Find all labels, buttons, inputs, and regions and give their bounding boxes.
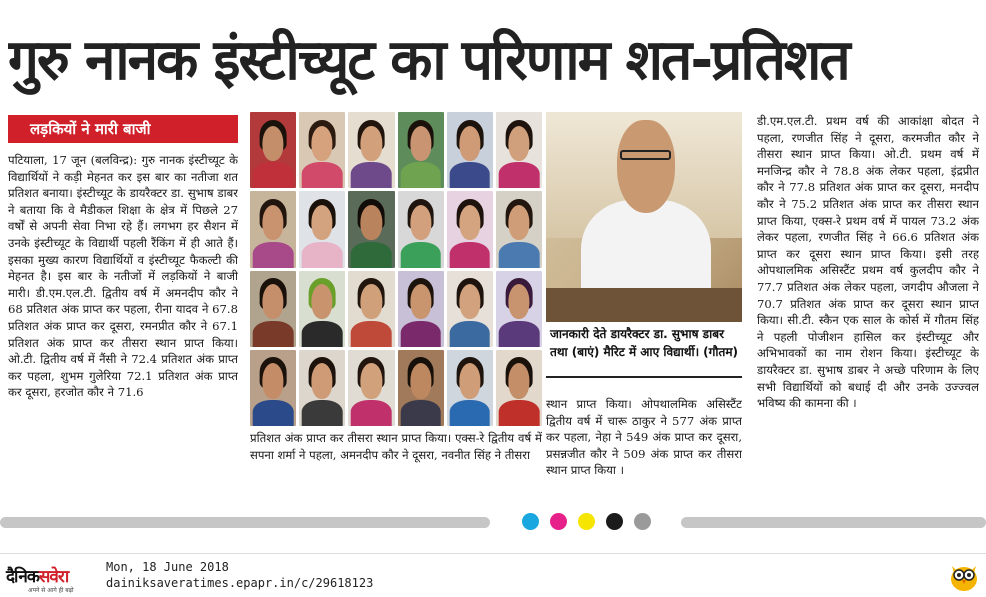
- logo-word-2: सवेरा: [38, 567, 69, 587]
- portrait-clothing: [253, 162, 294, 188]
- portrait-clothing: [400, 162, 441, 188]
- photo-caption: [546, 322, 742, 378]
- portrait-clothing: [400, 400, 441, 426]
- student-portrait: [398, 112, 444, 188]
- portrait-clothing: [351, 321, 392, 347]
- student-portrait: [447, 191, 493, 267]
- student-portrait: [398, 191, 444, 267]
- portrait-clothing: [253, 242, 294, 268]
- article-column-1: [8, 152, 238, 492]
- portrait-clothing: [302, 321, 343, 347]
- article-text: प्रतिशत अंक प्राप्त कर तीसरा स्थान प्राप्त किया। एक्स-रे द्वितीय वर्ष में सपना शर्मा ने पहला, अमनदीप कौर ने दूसरा, नवनीत सिंह ने तीसरा: [250, 431, 542, 462]
- portrait-clothing: [499, 321, 540, 347]
- yellow-dot-icon: [578, 513, 595, 530]
- director-photo: [546, 112, 742, 322]
- photo-desk: [546, 288, 742, 322]
- portrait-clothing: [302, 162, 343, 188]
- portrait-clothing: [351, 242, 392, 268]
- portrait-clothing: [302, 400, 343, 426]
- newspaper-logo[interactable]: [6, 564, 101, 596]
- edition-date: Mon, 18 June 2018: [106, 560, 229, 574]
- portrait-face: [459, 205, 480, 240]
- student-portrait: [348, 350, 394, 426]
- student-portrait: [250, 271, 296, 347]
- student-portrait: [250, 191, 296, 267]
- portrait-clothing: [400, 242, 441, 268]
- gray-dot-icon: [634, 513, 651, 530]
- portrait-face: [410, 363, 431, 398]
- student-portrait: [299, 112, 345, 188]
- article-text: डी.एम.एल.टी. प्रथम वर्ष की आकांक्षा बोदत ने पहला, रणजीत सिंह ने दूसरा, करमजीत कौर ने तीसरा स्थान प्राप्त किया। ओ.टी. प्रथम वर्ष में मनजिन्द्र कौर ने 78.8 अंक लेकर पहला, इंद्रप्रीत कौर ने 77.8 प्रतिशत अंक प्राप्त कर दूसरा, मनदीप कौर ने 75.2 प्रतिशत अंक प्राप्त कर तीसरा स्थान प्राप्त किया, एक्स-रे प्रथम वर्ष में पायल 73.2 अंक लेकर पहला, रणजीत सिंह ने 66.6 प्रतिशत अंक प्राप्त कर दूसरा स्थान प्राप्त किया। इसी तरह ओपथालमिक असिस्टैंट प्रथम वर्ष कुलदीप कौर ने 77.7 प्रतिशत अंक लेकर पहला, जगदीप औजला ने 70.7 प्रतिशत अंक प्राप्त कर दूसरा स्थान प्राप्त किया। सी.टी. स्कैन एक साल के कोर्स में गौतम सिंह ने पहली पोजीशन हासिल कर इंस्टीच्यूट और अभिभावकों का नाम रोशन किया। इंस्टीच्यूट के डायरैक्टर डा. सुभाष डाबर ने अच्छे परिणाम के लिए सभी विद्यार्थियों को बधाई दी और उनके उज्ज्वल भविष्य की कामना की ।: [757, 114, 979, 411]
- portrait-face: [508, 126, 529, 161]
- portrait-face: [508, 284, 529, 319]
- stripe-bar-left: [0, 517, 490, 528]
- headline: गुरु नानक इंस्टीच्यूट का परिणाम शत-प्रतिशत: [8, 28, 849, 93]
- student-portrait: [398, 350, 444, 426]
- photo-figure-glasses: [620, 150, 671, 161]
- portrait-face: [459, 126, 480, 161]
- student-portrait: [496, 112, 542, 188]
- portrait-face: [361, 363, 382, 398]
- portrait-clothing: [449, 321, 490, 347]
- footer: [0, 553, 986, 597]
- student-photo-grid: [250, 112, 542, 426]
- student-portrait: [348, 112, 394, 188]
- student-portrait: [250, 112, 296, 188]
- article-column-2: [250, 430, 542, 492]
- portrait-face: [361, 126, 382, 161]
- portrait-face: [262, 363, 283, 398]
- magenta-dot-icon: [550, 513, 567, 530]
- portrait-face: [312, 205, 333, 240]
- student-portrait: [447, 112, 493, 188]
- portrait-clothing: [302, 242, 343, 268]
- portrait-face: [410, 205, 431, 240]
- student-portrait: [250, 350, 296, 426]
- article-column-3: [546, 396, 742, 492]
- portrait-clothing: [351, 400, 392, 426]
- portrait-face: [459, 363, 480, 398]
- article-text: स्थान प्राप्त किया। ओपथालमिक असिस्टैंट द्वितीय वर्ष में चारू ठाकुर ने 577 अंक प्राप्त कर पहला, नेहा ने 549 अंक प्राप्त कर दूसरा, प्रसन्नजीत कौर ने 509 अंक प्राप्त कर तीसरा स्थान प्राप्त किया ।: [546, 397, 742, 478]
- portrait-clothing: [253, 400, 294, 426]
- logo-word-1: दैनिक: [6, 567, 39, 587]
- caption-text: जानकारी देते डायरैक्टर डा. सुभाष डाबर तथा (बाएं) मैरिट में आए विद्यार्थी।: [550, 327, 724, 359]
- portrait-face: [459, 284, 480, 319]
- student-portrait: [496, 191, 542, 267]
- subheadline-banner: लड़कियों ने मारी बाजी: [8, 115, 238, 143]
- student-portrait: [496, 271, 542, 347]
- portrait-clothing: [351, 162, 392, 188]
- portrait-face: [410, 126, 431, 161]
- article-text: पटियाला, 17 जून (बलविन्द्र): गुरु नानक इंस्टीच्यूट के विद्यार्थियों ने कड़ी मेहनत कर इस बार का नतीजा शत प्रतिशत बनाया। इंस्टीच्यूट के डायरैक्टर डा. सुभाष डाबर ने बताया कि वे मैडीकल शिक्षा के क्षेत्र में पिछले 27 वर्षों से अपनी सेवा निभा रहे हैं। लगभग हर सैशन में उनके इंस्टीच्यूट के विद्यार्थी पहली रैंकिंग में ही आते हैं। इसका मुख्य कारण विद्यार्थियों व इंस्टीच्यूट फैकल्टी की मेहनत है। इस बार के नतीजों में लड़कियों ने बाजी मारी। डी.एम.एल.टी. द्वितीय वर्ष में अमनदीप कौर ने 68 प्रतिशत अंक प्राप्त कर पहला, रीना यादव ने 67.8 प्रतिशत अंक प्राप्त कर दूसरा, रमनप्रीत कौर ने 67.1 प्रतिशत अंक प्राप्त कर तीसरा स्थान प्राप्त किया। ओ.टी. द्वितीय वर्ष में नैंसी ने 72.4 प्रतिशत अंक प्राप्त कर पहला, शुभम गुलेरिया 72.1 प्रतिशत अंक प्राप्त कर दूसरा, हरजोत कौर ने 71.6: [8, 153, 238, 400]
- student-portrait: [496, 350, 542, 426]
- portrait-clothing: [499, 242, 540, 268]
- portrait-clothing: [400, 321, 441, 347]
- student-portrait: [348, 271, 394, 347]
- stripe-bar-right: [681, 517, 986, 528]
- student-portrait: [447, 271, 493, 347]
- cyan-dot-icon: [522, 513, 539, 530]
- portrait-face: [361, 284, 382, 319]
- student-portrait: [299, 350, 345, 426]
- portrait-face: [262, 284, 283, 319]
- student-portrait: [447, 350, 493, 426]
- portrait-clothing: [449, 242, 490, 268]
- portrait-clothing: [449, 400, 490, 426]
- logo-tagline: अपने से आगे ही बढ़ो: [28, 587, 74, 594]
- portrait-clothing: [449, 162, 490, 188]
- portrait-face: [312, 284, 333, 319]
- student-portrait: [398, 271, 444, 347]
- clip-url-link[interactable]: dainiksaveratimes.epapr.in/c/29618123: [106, 576, 374, 590]
- portrait-face: [262, 126, 283, 161]
- photo-figure-face: [617, 120, 676, 212]
- portrait-face: [361, 205, 382, 240]
- portrait-face: [508, 205, 529, 240]
- portrait-clothing: [253, 321, 294, 347]
- black-dot-icon: [606, 513, 623, 530]
- portrait-clothing: [499, 400, 540, 426]
- student-portrait: [299, 271, 345, 347]
- student-portrait: [348, 191, 394, 267]
- portrait-face: [312, 126, 333, 161]
- portrait-face: [508, 363, 529, 398]
- portrait-clothing: [499, 162, 540, 188]
- student-portrait: [299, 191, 345, 267]
- portrait-face: [410, 284, 431, 319]
- photo-credit: (गौतम): [703, 344, 738, 359]
- owl-icon: [949, 560, 979, 592]
- portrait-face: [312, 363, 333, 398]
- print-color-stripe: [0, 513, 986, 531]
- portrait-face: [262, 205, 283, 240]
- article-column-4: [757, 113, 979, 493]
